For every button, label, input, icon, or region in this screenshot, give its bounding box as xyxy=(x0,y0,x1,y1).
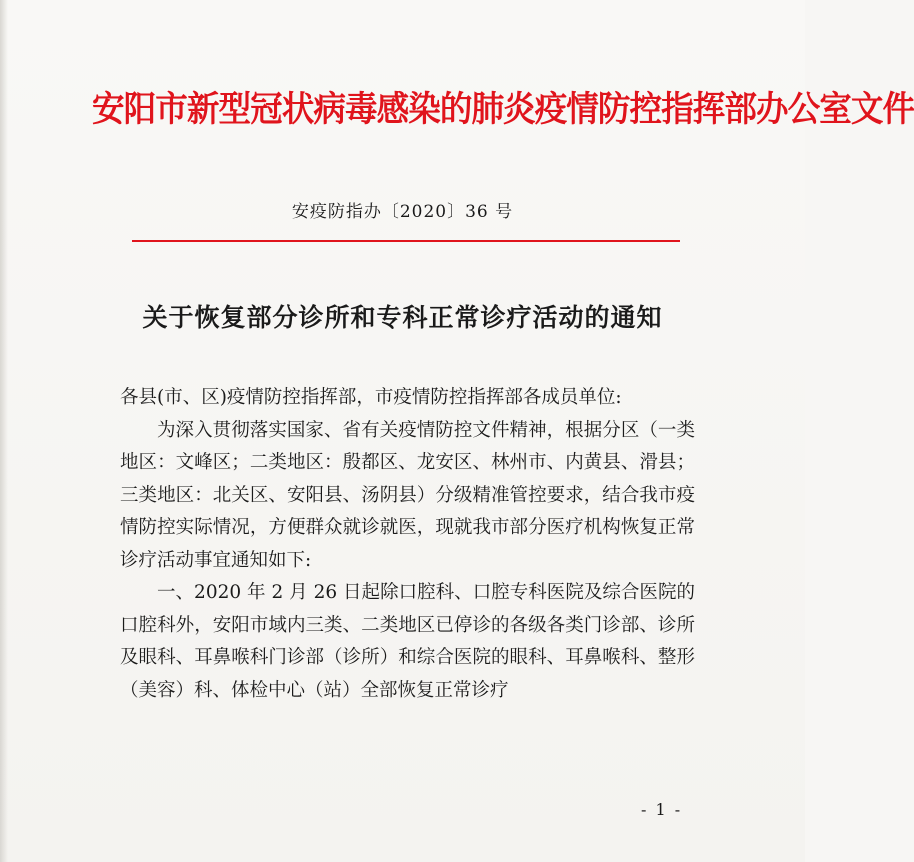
addressee-line: 各县(市、区)疫情防控指挥部，市疫情防控指挥部各成员单位: xyxy=(120,387,622,408)
notice-title: 关于恢复部分诊所和专科正常诊疗活动的通知 xyxy=(142,303,663,332)
red-separator-line xyxy=(132,240,680,242)
issuing-office-title: 安阳市新型冠状病毒感染的肺炎疫情防控指挥部办公室文件 xyxy=(92,89,914,130)
document-number: 安疫防指办〔2020〕36 号 xyxy=(291,202,514,222)
scan-edge xyxy=(0,0,8,862)
body-paragraph: 为深入贯彻落实国家、省有关疫情防控文件精神，根据分区（一类地区：文峰区；二类地区：殷都区、龙安区、林州市、内黄县、滑县；三类地区：北关区、安阳县、汤阴县）分级精准管控要求，结合我市疫情防控实际情况，方便群众就诊就医，现就我市部分医疗机构恢复正常诊疗活动事宜通知如下: xyxy=(120,419,695,571)
notice-body xyxy=(120,382,695,707)
body-paragraph: 一、2020 年 2 月 26 日起除口腔科、口腔专科医院及综合医院的口腔科外，安阳市域内三类、二类地区已停诊的各级各类门诊部、诊所及眼科、耳鼻喉科门诊部（诊所）和综合医院的眼科、耳鼻喉科、整形（美容）科、体检中心（站）全部恢复正常诊疗 xyxy=(120,582,695,701)
page-number: - 1 - xyxy=(641,800,683,819)
